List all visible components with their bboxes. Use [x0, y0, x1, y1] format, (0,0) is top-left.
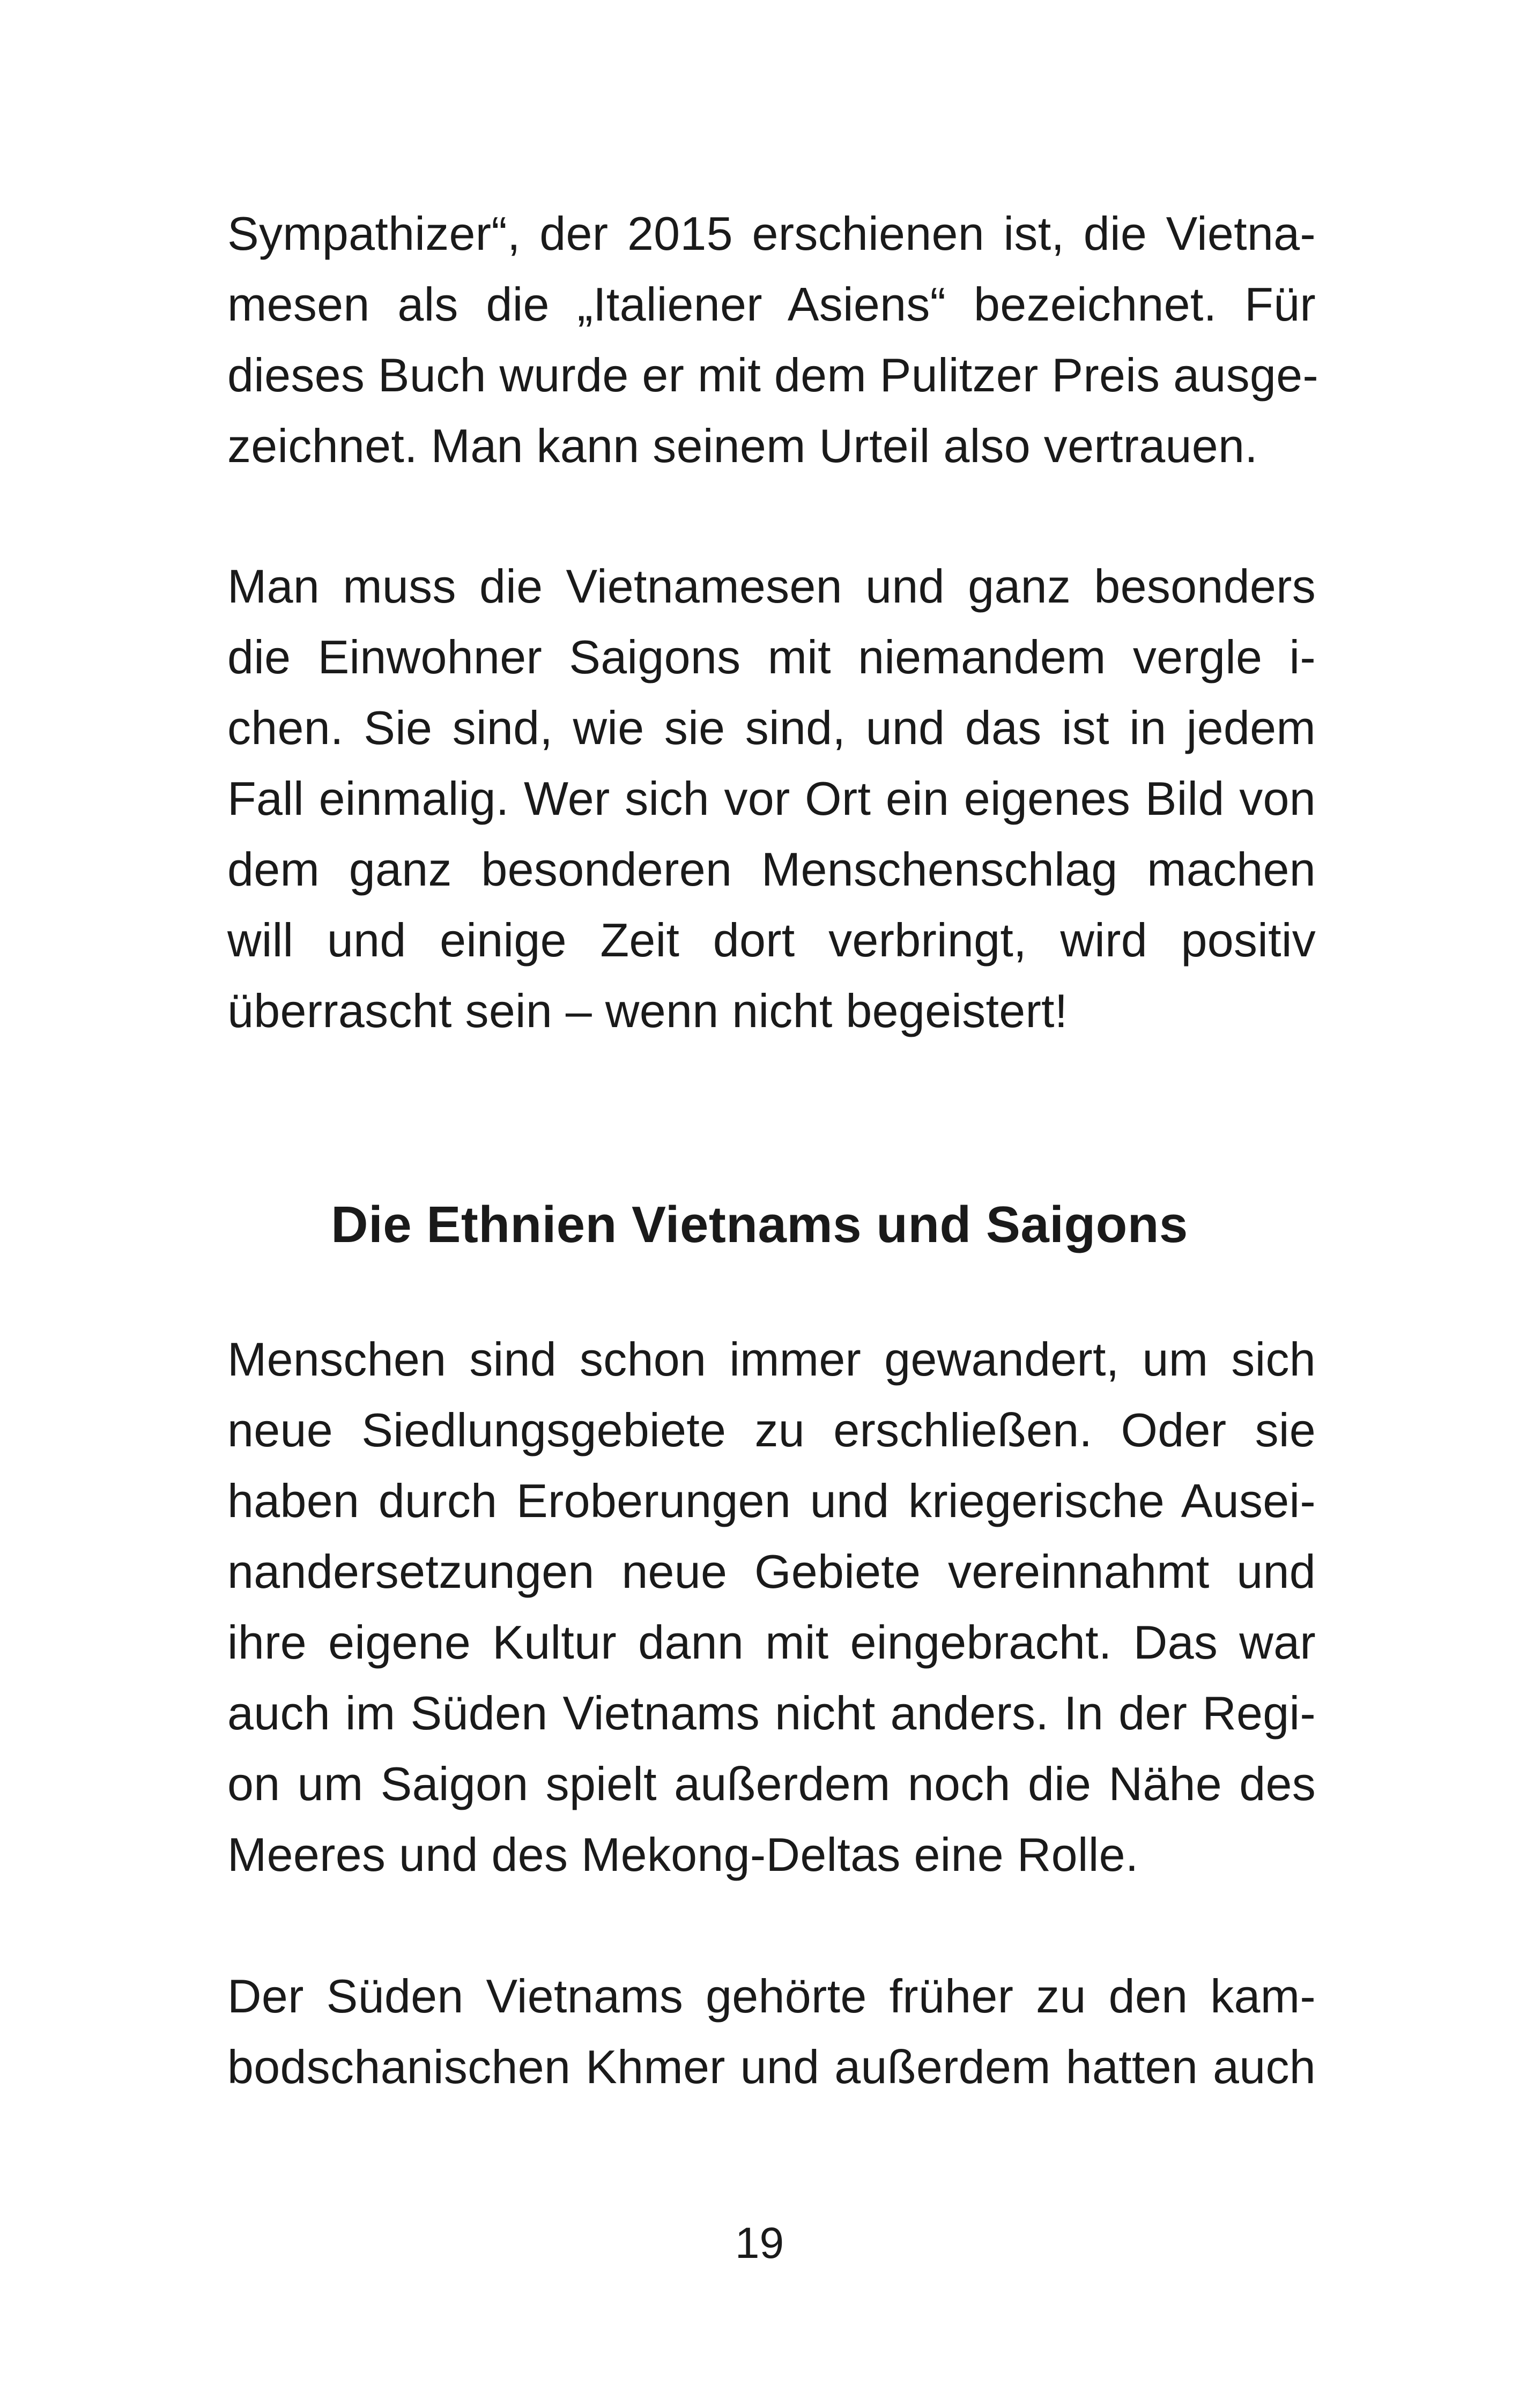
text-line: haben durch Eroberungen und kriegerische Ausei-: [227, 1474, 1316, 1527]
text-line: überrascht sein – wenn nicht begeistert!: [227, 984, 1068, 1037]
text-line: chen. Sie sind, wie sie sind, und das ist in jedem: [227, 701, 1316, 754]
text-line: die Einwohner Saigons mit niemandem vergle i-: [227, 630, 1316, 683]
paragraph-3: [227, 1324, 1316, 1890]
text-line: auch im Süden Vietnams nicht anders. In der Regi-: [227, 1686, 1316, 1740]
text-line: Fall einmalig. Wer sich vor Ort ein eigenes Bild von: [227, 772, 1316, 825]
text-line: zeichnet. Man kann seinem Urteil also vertrauen.: [227, 419, 1258, 472]
text-line: Sympathizer“, der 2015 erschienen ist, die Vietna-: [227, 207, 1316, 260]
section-heading: Die Ethnien Vietnams und Saigons: [331, 1196, 1188, 1253]
text-line: dieses Buch wurde er mit dem Pulitzer Preis ausge-: [227, 348, 1318, 402]
text-line: will und einige Zeit dort verbringt, wird positiv: [227, 913, 1316, 967]
text-line: ihre eigene Kultur dann mit eingebracht. Das war: [227, 1616, 1316, 1669]
text-line: Menschen sind schon immer gewandert, um sich: [227, 1333, 1316, 1386]
text-line: mesen als die „Italiener Asiens“ bezeichnet. Für: [227, 278, 1316, 331]
text-line: on um Saigon spielt außerdem noch die Nähe des: [227, 1757, 1316, 1810]
paragraph-1: [227, 198, 1316, 481]
paragraph-2: [227, 551, 1316, 1046]
paragraph-4: [227, 1961, 1316, 2102]
text-line: Man muss die Vietnamesen und ganz besonders: [227, 560, 1316, 613]
text-line: dem ganz besonderen Menschenschlag machen: [227, 843, 1316, 896]
text-line: Der Süden Vietnams gehörte früher zu den kam-: [227, 1969, 1316, 2023]
text-line: nandersetzungen neue Gebiete vereinnahmt und: [227, 1545, 1316, 1598]
text-line: Meeres und des Mekong-Deltas eine Rolle.: [227, 1828, 1139, 1881]
text-line: neue Siedlungsgebiete zu erschließen. Oder sie: [227, 1403, 1316, 1456]
page-number: 19: [735, 2219, 784, 2268]
text-line: bodschanischen Khmer und außerdem hatten auch: [227, 2040, 1316, 2093]
